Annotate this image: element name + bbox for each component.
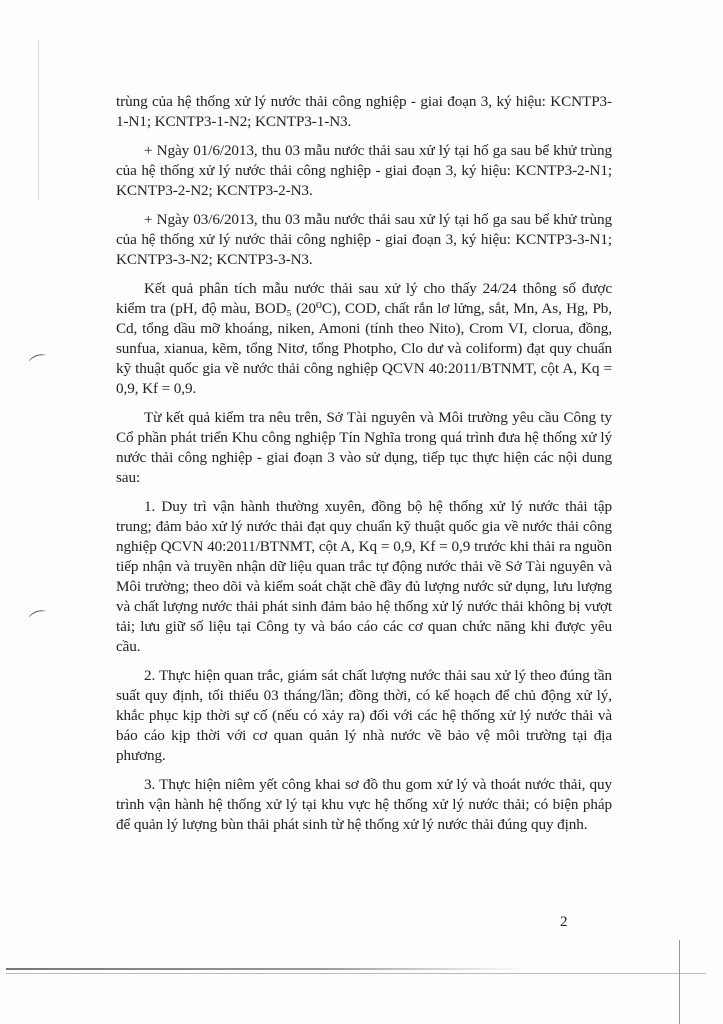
paragraph-3: + Ngày 03/6/2013, thu 03 mẫu nước thải sau xử lý tại hố ga sau bể khử trùng của hệ thống xử lý nước thải công nghiệp - giai đoạn 3, ký hiệu: KCNTP3-3-N1; KCNTP3-3-N2; KCNTP3-3-N3. [116,211,612,268]
paragraph-1: trùng của hệ thống xử lý nước thải công nghiệp - giai đoạn 3, ký hiệu: KCNTP3-1-N1; KCNTP3-1-N2; KCNTP3-1-N3. [116,93,612,130]
scan-mark-1: ⌒ [27,351,52,377]
list-item-1: 1. Duy trì vận hành thường xuyên, đồng bộ hệ thống xử lý nước thải tập trung; đảm bảo xử lý nước thải đạt quy chuẩn kỹ thuật quốc gia về nước thải công nghiệp QCVN 40:2011/BTNMT, cột A, Kq = 0,9, Kf = 0,9 trước khi thải ra nguồn tiếp nhận và truyền nhận dữ liệu quan trắc tự động nước thải về Sở Tài nguyên và Môi trường; theo dõi và kiểm soát chặt chẽ đầy đủ lượng nước sử dụng, lưu lượng và chất lượng nước thải phát sinh đảm bảo hệ thống xử lý nước thải không bị vượt tải; lưu giữ số liệu tại Công ty và báo cáo các cơ quan chức năng khi được yêu cầu. [116,498,612,655]
list-item-3: 3. Thực hiện niêm yết công khai sơ đồ thu gom xử lý và thoát nước thải, quy trình vận hành hệ thống xử lý tại khu vực hệ thống xử lý nước thải; có biện pháp để quản lý lượng bùn thải phát sinh từ hệ thống xử lý nước thải đúng quy định. [116,776,612,833]
page-number: 2 [560,914,568,930]
scan-mark-2: ⌒ [27,607,52,633]
paragraph-2: + Ngày 01/6/2013, thu 03 mẫu nước thải sau xử lý tại hố ga sau bể khử trùng của hệ thống xử lý nước thải công nghiệp - giai đoạn 3, ký hiệu: KCNTP3-2-N1; KCNTP3-2-N2; KCNTP3-2-N3. [116,142,612,199]
document-body [116,92,612,844]
scan-edge-line [679,940,680,1024]
scan-binder-line [38,40,39,200]
paragraph-4: Kết quả phân tích mẫu nước thải sau xử lý cho thấy 24/24 thông số được kiểm tra (pH, độ màu, BOD₅ (20⁰C), COD, chất rắn lơ lửng, sắt, Mn, As, Hg, Pb, Cd, tổng dầu mỡ khoáng, niken, Amoni (tính theo Nito), Crom VI, clorua, đồng, sunfua, xianua, kẽm, tổng Nitơ, tổng Photpho, Clo dư và coliform) đạt quy chuẩn kỹ thuật quốc gia về nước thải công nghiệp QCVN 40:2011/BTNMT, cột A, Kq = 0,9, Kf = 0,9. [116,280,612,397]
paragraph-5: Từ kết quả kiểm tra nêu trên, Sở Tài nguyên và Môi trường yêu cầu Công ty Cổ phần phát triển Khu công nghiệp Tín Nghĩa trong quá trình đưa hệ thống xử lý nước thải công nghiệp - giai đoạn 3 vào sử dụng, tiếp tục thực hiện các nội dung sau: [116,409,612,486]
scan-footer-line-thin [6,973,706,974]
list-item-2: 2. Thực hiện quan trắc, giám sát chất lượng nước thải sau xử lý theo đúng tần suất quy định, tối thiểu 03 tháng/lần; đồng thời, có kế hoạch để chủ động xử lý, khắc phục kịp thời sự cố (nếu có xảy ra) đối với các hệ thống xử lý nước thải và báo cáo kịp thời với cơ quan quản lý nhà nước về bảo vệ môi trường tại địa phương. [116,667,612,764]
scan-footer-line [6,968,526,970]
